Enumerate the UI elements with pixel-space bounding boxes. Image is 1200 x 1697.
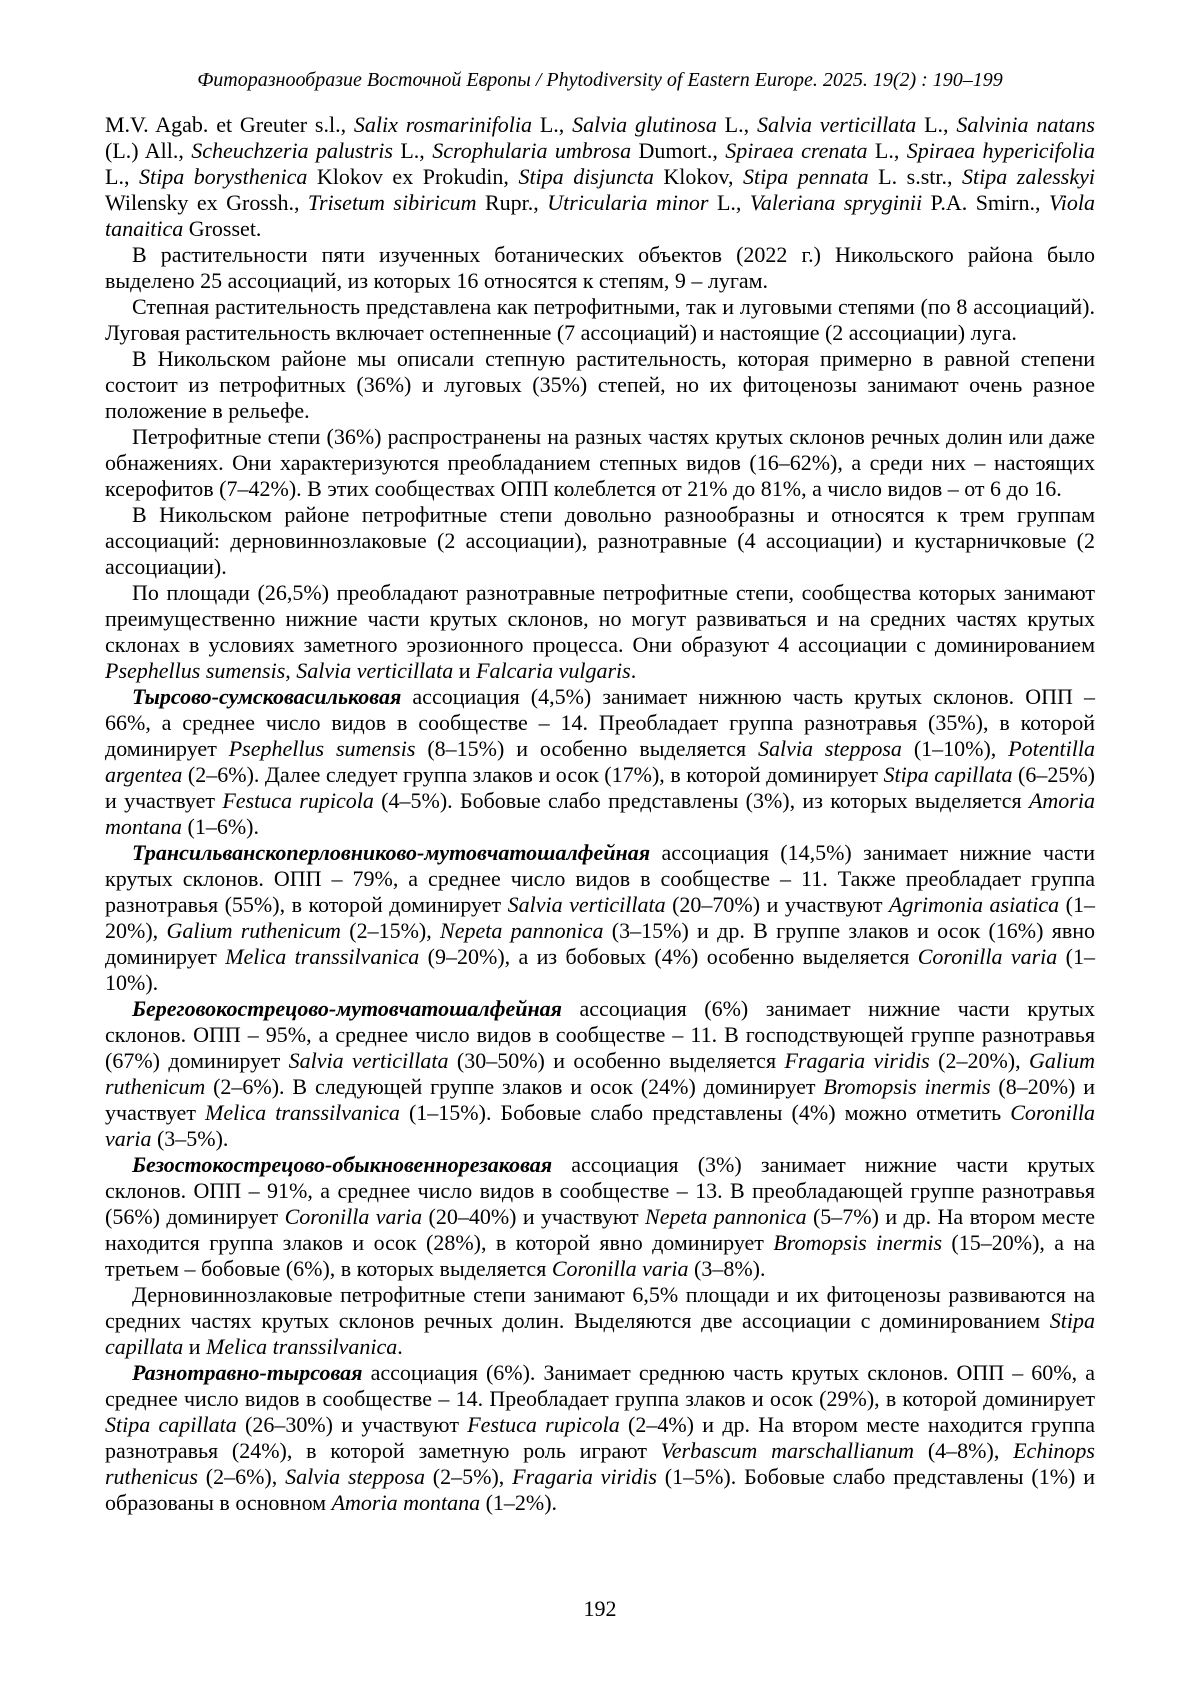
text-run: (30–50%) и особенно выделяется (448, 1048, 785, 1073)
species-name: Salix rosmarinifolia (353, 112, 533, 137)
text-run: (1–10%). (105, 944, 1095, 995)
species-name: Stipa capillata (105, 1412, 237, 1437)
text-run: (1–5%). Бобовые слабо представлены (1%) и образованы в основном (105, 1464, 1096, 1515)
text-run: (26–30%) и участвуют (236, 1412, 468, 1437)
text-run: (9–20%), а из бобовых (4%) особенно выделяется (419, 944, 918, 969)
species-name: Scheuchzeria palustris (191, 138, 393, 163)
species-name: Festuca rupicola (222, 788, 374, 813)
species-name: Galium ruthenicum (166, 918, 341, 943)
paragraph (105, 1282, 1095, 1360)
text-run: (1–20%), (105, 892, 1095, 943)
text-run: L., (392, 138, 433, 163)
species-name: Stipa borysthenica (138, 164, 308, 189)
paragraph (105, 424, 1095, 502)
article-body (105, 112, 1095, 1516)
text-run: (2–6%). Далее следует группа злаков и осок (17%), в которой доминирует (182, 762, 884, 787)
species-name: Verbascum marschallianum (660, 1438, 915, 1463)
species-name: Melica transsilvanica (205, 1100, 400, 1125)
text-run: Dumort., (631, 138, 726, 163)
text-run: ассоциация (6%). Занимает среднюю часть крутых склонов. ОПП – 60%, а среднее число видов в сообществе – 14. Преобладает группа злаков и осок (29%), в которой доминирует (105, 1360, 1095, 1411)
text-run: (8–15%) и особенно выделяется (415, 736, 759, 761)
text-run: L., (532, 112, 573, 137)
text-run: L., (708, 190, 750, 215)
text-run: (1–15%). Бобовые слабо представлены (4%) можно отметить (399, 1100, 1011, 1125)
text-run: Grosset. (183, 216, 262, 241)
text-run: L., (105, 164, 139, 189)
text-run: (1–6%). (182, 814, 259, 839)
text-run: В растительности пяти изученных ботанических объектов (2022 г.) Никольского района было выделено 25 ассоциаций, из которых 16 относятся к степям, 9 – лугам. (105, 242, 1095, 293)
species-name: Spiraea crenata (725, 138, 868, 163)
paragraph (105, 840, 1095, 996)
species-name: Festuca rupicola (467, 1412, 620, 1437)
text-run: (3–15%) и др. В группе злаков и осок (16%) явно доминирует (105, 918, 1095, 969)
species-name: Fragaria viridis (512, 1464, 657, 1489)
species-name: Utricularia minor (547, 190, 709, 215)
paragraph (105, 112, 1095, 242)
species-name: Salvinia natans (956, 112, 1095, 137)
journal-running-head: Фиторазнообразие Восточной Европы / Phytodiversity of Eastern Europe. 2025. 19(2) : 190–199 (197, 69, 1003, 91)
text-run: ассоциация (6%) занимает нижние части крутых склонов. ОПП – 95%, а среднее число видов в сообществе – 11. В господствующей группе разнотравья (67%) доминирует (105, 996, 1095, 1073)
text-run: (3–8%). (688, 1256, 766, 1281)
text-run: Rupr., (476, 190, 548, 215)
text-run: (2–15%), (340, 918, 441, 943)
species-name: Salvia stepposa (285, 1464, 425, 1489)
species-name: Melica transsilvanica (225, 944, 420, 969)
association-name: Безостокострецово-обыкновеннорезаковая (132, 1152, 553, 1177)
species-name: Galium ruthenicum (105, 1048, 1095, 1099)
text-run: (2–6%). В следующей группе злаков и осок (24%) доминирует (205, 1074, 824, 1099)
text-run: L., (716, 112, 757, 137)
text-run: ассоциация (4,5%) занимает нижнюю часть крутых склонов. ОПП – 66%, а среднее число видов в сообществе – 14. Преобладает группа разнотравья (35%), в которой доминирует (105, 684, 1095, 761)
paragraph (105, 502, 1095, 580)
text-run: L., (916, 112, 957, 137)
text-run: Klokov, (653, 164, 743, 189)
text-run: (8–20%) и участвует (105, 1074, 1095, 1125)
species-name: Salvia glutinosa (572, 112, 717, 137)
text-run: , (285, 658, 297, 683)
text-run: (20–40%) и участвуют (422, 1204, 646, 1229)
text-run: (2–5%), (424, 1464, 513, 1489)
species-name: Salvia stepposa (758, 736, 902, 761)
text-run: Дерновиннозлаковые петрофитные степи занимают 6,5% площади и их фитоценозы развиваются на средних частях крутых склонов речных долин. Выделяются две ассоциации с доминированием (105, 1282, 1095, 1333)
paragraph (105, 242, 1095, 294)
association-name: Береговокострецово-мутовчатошалфейная (132, 996, 562, 1021)
species-name: Falcaria vulgaris (476, 658, 631, 683)
text-run: Степная растительность представлена как петрофитными, так и луговыми степями (по 8 ассоциаций). Луговая растительность включает остепненные (7 ассоциаций) и настоящие (2 ассоциации) луга. (105, 294, 1095, 345)
species-name: Valeriana spryginii (749, 190, 923, 215)
species-name: Trisetum sibiricum (307, 190, 477, 215)
text-run: (3–5%). (151, 1126, 229, 1151)
paragraph (105, 346, 1095, 424)
association-name: Трансильванскоперловниково-мутовчатошалфейная (132, 840, 651, 865)
species-name: Salvia verticillata (507, 892, 666, 917)
species-name: Coronilla varia (105, 1100, 1095, 1151)
species-name: Coronilla varia (917, 944, 1058, 969)
text-run: (5–7%) и др. На втором месте находится группа злаков и осок (28%), в которой явно доминирует (105, 1204, 1095, 1255)
species-name: Coronilla varia (551, 1256, 689, 1281)
text-run: Wilensky ex Grossh., (105, 190, 308, 215)
text-run: M.V. Agab. et Greuter s.l., (105, 112, 354, 137)
species-name: Salvia verticillata (288, 1048, 449, 1073)
text-run: Петрофитные степи (36%) распространены на разных частях крутых склонов речных долин или даже обнажениях. Они характеризуются преобладанием степных видов (16–62%), а среди них – настоящих ксерофитов (7–42%). В этих сообществах ОПП колеблется от 21% до 81%, а число видов – от 6 до 16. (105, 424, 1095, 501)
paragraph (105, 996, 1095, 1152)
species-name: Stipa pennata (743, 164, 869, 189)
paragraph (105, 1360, 1095, 1516)
species-name: Viola tanaitica (105, 190, 1095, 241)
text-run: ассоциация (14,5%) занимает нижние части крутых склонов. ОПП – 79%, а среднее число видов в сообществе – 11. Также преобладает группа разнотравья (55%), в которой доминирует (105, 840, 1095, 917)
text-run: P.A. Smirn., (922, 190, 1049, 215)
text-run: (1–2%). (480, 1490, 558, 1515)
text-run: (20–70%) и участвуют (665, 892, 889, 917)
species-name: Scrophularia umbrosa (432, 138, 632, 163)
text-run: (4–5%). Бобовые слабо представлены (3%), из которых выделяется (373, 788, 1029, 813)
species-name: Nepeta pannonica (440, 918, 604, 943)
text-run: По площади (26,5%) преобладают разнотравные петрофитные степи, сообщества которых занимают преимущественно нижние части крутых склонов, но могут развиваться и на средних частях крутых склонах в условиях заметного эрозионного процесса. Они образуют 4 ассоциации с доминированием (105, 580, 1095, 657)
text-run: (4–8%), (914, 1438, 1014, 1463)
species-name: Potentilla argentea (105, 736, 1095, 787)
species-name: Stipa capillata (105, 1308, 1095, 1359)
paragraph (105, 1152, 1095, 1282)
species-name: Bromopsis inermis (823, 1074, 991, 1099)
species-name: Stipa zalesskyi (962, 164, 1095, 189)
text-run: Klokov ex Prokudin, (307, 164, 519, 189)
text-run: В Никольском районе петрофитные степи довольно разнообразны и относятся к трем группам ассоциаций: дерновиннозлаковые (2 ассоциации), разнотравные (4 ассоциации) и кустарничковые (2 ассоциации). (105, 502, 1095, 579)
species-name: Amoria montana (331, 1490, 481, 1515)
text-run: . (397, 1334, 403, 1359)
paragraph (105, 294, 1095, 346)
species-name: Nepeta pannonica (645, 1204, 807, 1229)
text-run: (2–6%), (197, 1464, 286, 1489)
species-name: Coronilla varia (284, 1204, 423, 1229)
association-name: Тырсово-сумсковасильковая (132, 684, 402, 709)
species-name: Melica transsilvanica (206, 1334, 398, 1359)
species-name: Fragaria viridis (784, 1048, 930, 1073)
species-name: Psephellus sumensis (228, 736, 416, 761)
species-name: Agrimonia asiatica (888, 892, 1060, 917)
paragraph (105, 580, 1095, 684)
text-run: (15–20%), а на третьем – бобовые (6%), в которых выделяется (105, 1230, 1096, 1281)
association-name: Разнотравно-тырсовая (132, 1360, 363, 1385)
species-name: Stipa disjuncta (518, 164, 654, 189)
text-run: (2–20%), (929, 1048, 1029, 1073)
text-run: . (630, 658, 637, 683)
species-name: Bromopsis inermis (773, 1230, 943, 1255)
text-run: (2–4%) и др. На втором месте находится группа разнотравья (24%), в которой заметную роль играют (105, 1412, 1095, 1463)
text-run: ассоциация (3%) занимает нижние части крутых склонов. ОПП – 91%, а среднее число видов в сообществе – 13. В преобладающей группе разнотравья (56%) доминирует (105, 1152, 1095, 1229)
species-name: Salvia verticillata (756, 112, 917, 137)
text-run: L., (867, 138, 907, 163)
species-name: Salvia verticillata (296, 658, 454, 683)
species-name: Echinops ruthenicus (105, 1438, 1095, 1489)
species-name: Psephellus sumensis (105, 658, 286, 683)
species-name: Stipa capillata (883, 762, 1013, 787)
text-run: и (183, 1334, 206, 1359)
text-run: (L.) All., (105, 138, 192, 163)
page-number: 192 (583, 1596, 617, 1621)
text-run: В Никольском районе мы описали степную растительность, которая примерно в равной степени состоит из петрофитных (36%) и луговых (35%) степей, но их фитоценозы занимают очень разное положение в рельефе. (105, 346, 1095, 423)
species-name: Amoria montana (105, 788, 1095, 839)
text-run: (6–25%) и участвует (105, 762, 1095, 813)
text-run: L. s.str., (868, 164, 963, 189)
paragraph (105, 684, 1095, 840)
species-name: Spiraea hypericifolia (906, 138, 1095, 163)
text-run: (1–10%), (901, 736, 1009, 761)
text-run: и (453, 658, 477, 683)
